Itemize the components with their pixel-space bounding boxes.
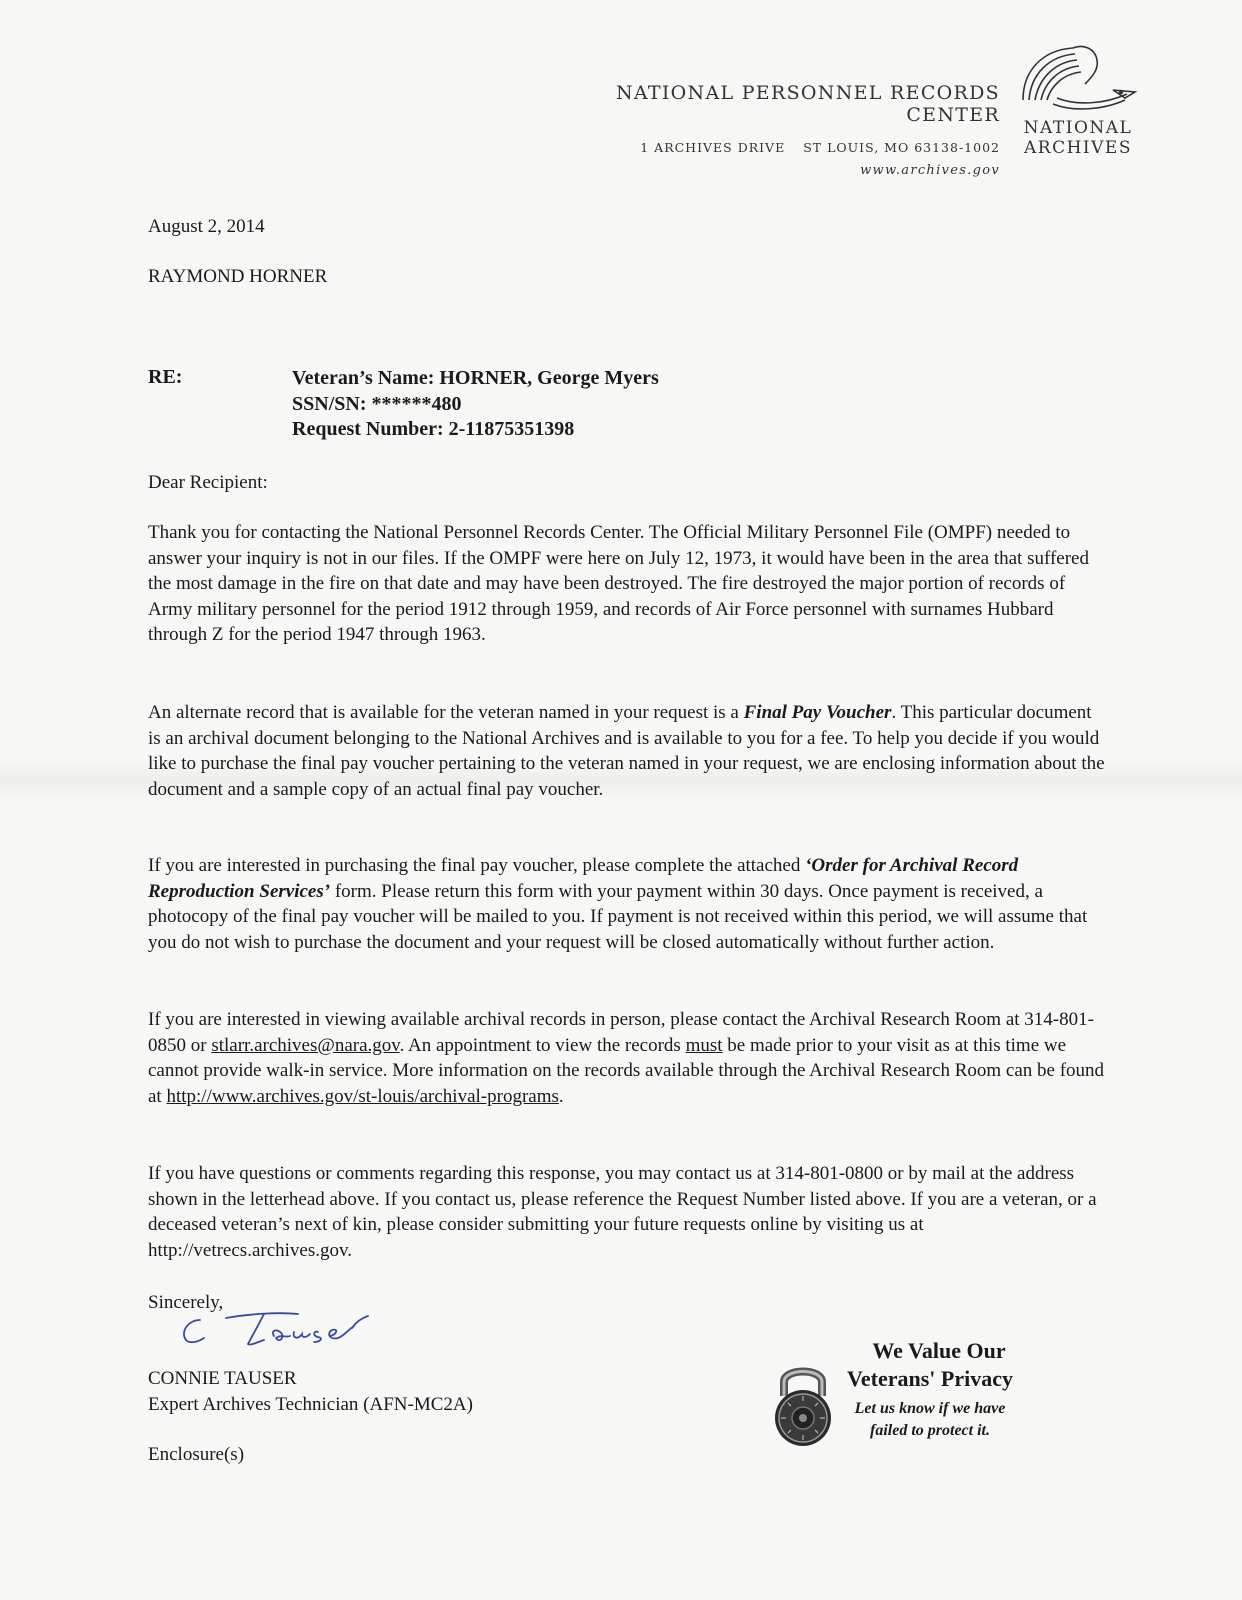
paragraph-3	[148, 853, 1108, 955]
re-label: RE:	[148, 366, 183, 388]
request-number: Request Number: 2-11875351398	[292, 418, 575, 440]
city-address: ST LOUIS, MO 63138-1002	[803, 140, 1000, 155]
paragraph-5-text: If you have questions or comments regarding this response, you may contact us at 314-801-0800 or by mail at the address shown in the letterhead above. If you contact us, please reference the Request Number listed above. If you are a veteran, or a deceased veteran’s next of kin, please consider submitting your future requests online by visiting us at http://vetrecs.archives.gov.	[148, 1163, 1097, 1261]
archival-programs-link[interactable]: http://www.archives.gov/st-louis/archival-programs	[166, 1085, 559, 1107]
paragraph-2	[148, 700, 1108, 802]
paragraph-3-text	[148, 853, 1108, 955]
privacy-subtext-2: failed to protect it.	[870, 1422, 990, 1439]
logo-text-archives: ARCHIVES	[1024, 138, 1132, 158]
address	[540, 140, 1000, 155]
p2-part-a: An alternate record that is available for the veteran named in your request is a	[148, 702, 744, 723]
p2-part-c: . This particular document is an archival document belonging to the National Archives and is available to you for a fee. To help you decide if you would like to purchase the final pay voucher pertaining to the veteran named in your request, we are enclosing information about the document and a sample copy of an actual final pay voucher.	[148, 702, 1105, 800]
closing: Sincerely,	[148, 1292, 224, 1313]
p4-part-b: . An appointment to view the records	[399, 1034, 686, 1056]
paragraph-1	[148, 520, 1108, 648]
final-pay-voucher-emphasis: Final Pay Voucher	[743, 702, 892, 723]
paragraph-1-text: Thank you for contacting the National Personnel Records Center. The Official Military Personnel File (OMPF) needed to answer your inquiry is not in our files. If the OMPF were here on July 12, 1973, it would have been in the area that suffered the most damage in the fire on that date and may have been destroyed. The fire destroyed the major portion of records of Army military personnel for the period 1912 through 1959, and records of Air Force personnel with surnames Hubbard through Z for the period 1947 through 1963.	[148, 522, 1089, 645]
privacy-subtext-1: Let us know if we have	[854, 1400, 1006, 1417]
p4-part-c: be made prior to your visit as at this time we cannot provide walk-in service. More information on the records available through the Archival Research Room can be found at	[148, 1034, 1105, 1107]
street-address: 1 ARCHIVES DRIVE	[640, 140, 786, 155]
privacy-heading-1: We Value Our	[872, 1338, 1006, 1363]
privacy-heading-2: Veterans' Privacy	[847, 1366, 1013, 1391]
p3-part-a: If you are interested in purchasing the final pay voucher, please complete the attached	[148, 855, 806, 876]
national-archives-logo	[1008, 40, 1148, 158]
eagle-icon	[1013, 40, 1143, 118]
p4-part-a: If you are interested in viewing available archival records in person, please contact the Archival Research Room at 314-801-0850 or	[148, 1009, 1094, 1056]
p4-part-d: .	[558, 1085, 564, 1107]
paragraph-5	[148, 1161, 1108, 1263]
paragraph-4-text	[148, 1007, 1108, 1109]
enclosure-note: Enclosure(s)	[148, 1444, 245, 1465]
letterhead	[540, 82, 1000, 178]
signer-title: Expert Archives Technician (AFN-MC2A)	[148, 1393, 473, 1415]
handwritten-signature	[178, 1306, 378, 1356]
veteran-name: Veteran’s Name: HORNER, George Myers	[292, 367, 659, 389]
logo-text-national: NATIONAL	[1023, 118, 1133, 138]
paragraph-2-text	[148, 700, 1108, 802]
website: www.archives.gov	[860, 163, 1000, 178]
signer-name: CONNIE TAUSER	[148, 1368, 297, 1389]
padlock-icon	[768, 1356, 838, 1450]
email-link[interactable]: stlarr.archives@nara.gov	[211, 1034, 400, 1056]
order-form-emphasis: ‘Order for Archival Record Reproduction Services’	[148, 855, 1019, 902]
paragraph-4	[148, 1007, 1108, 1109]
ssn: SSN/SN: ******480	[292, 392, 462, 415]
org-name: NATIONAL PERSONNEL RECORDS CENTER	[615, 82, 1000, 126]
privacy-notice	[768, 1338, 1048, 1456]
p3-part-c: form. Please return this form with your payment within 30 days. Once payment is received, a photocopy of the final pay voucher will be mailed to you. If payment is not received within this period, we will assume that you do not wish to purchase the document and your request will be closed automatically without further action.	[148, 880, 1088, 953]
salutation: Dear Recipient:	[148, 472, 268, 493]
letter-date: August 2, 2014	[148, 216, 265, 237]
re-block	[292, 366, 659, 443]
must-emphasis: must	[685, 1034, 723, 1056]
recipient-name: RAYMOND HORNER	[148, 266, 328, 287]
